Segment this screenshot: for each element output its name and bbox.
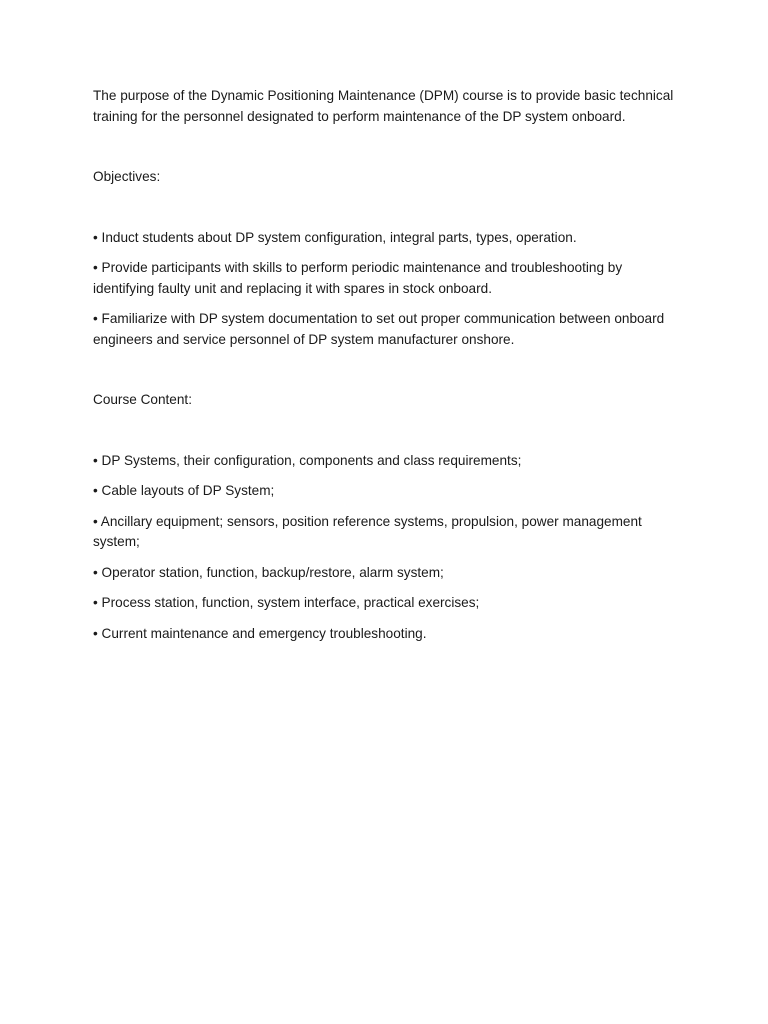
objectives-list: [93, 228, 683, 351]
bullet-icon: •: [93, 564, 98, 580]
course-content-list: [93, 451, 683, 645]
objective-item: [93, 258, 683, 299]
content-text: Operator station, function, backup/restore, alarm system;: [101, 564, 444, 580]
objective-text: Induct students about DP system configuration, integral parts, types, operation.: [101, 229, 577, 245]
content-item: [93, 593, 683, 614]
objective-text: Familiarize with DP system documentation to set out proper communication between onboard engineers and service personnel of DP system manufacturer onshore.: [93, 311, 665, 347]
bullet-icon: •: [93, 483, 98, 498]
content-item: [93, 624, 683, 645]
content-item: [93, 563, 683, 584]
bullet-icon: •: [93, 452, 98, 468]
content-text: Ancillary equipment; sensors, position reference systems, propulsion, power management system;: [93, 513, 642, 549]
content-text: Current maintenance and emergency troubleshooting.: [101, 625, 427, 641]
bullet-icon: •: [93, 625, 98, 641]
objectives-heading: Objectives:: [93, 169, 161, 184]
content-item: [93, 451, 683, 472]
bullet-icon: •: [93, 260, 98, 275]
content-text: Cable layouts of DP System;: [101, 483, 275, 498]
content-text: DP Systems, their configuration, components and class requirements;: [101, 452, 522, 468]
objective-text: Provide participants with skills to perform periodic maintenance and troubleshooting by identifying faulty unit and replacing it with spares in stock onboard.: [93, 260, 623, 296]
objective-item: [93, 309, 683, 350]
bullet-icon: •: [93, 311, 98, 326]
content-item: [93, 512, 683, 553]
objective-item: [93, 228, 683, 249]
document-page: [93, 86, 683, 654]
course-content-heading: Course Content:: [93, 392, 192, 407]
bullet-icon: •: [93, 513, 98, 529]
bullet-icon: •: [93, 229, 98, 245]
content-text: Process station, function, system interface, practical exercises;: [101, 595, 480, 610]
intro-paragraph: The purpose of the Dynamic Positioning Maintenance (DPM) course is to provide basic technical training for the personnel designated to perform maintenance of the DP system onboard.: [93, 88, 674, 124]
content-item: [93, 481, 683, 502]
bullet-icon: •: [93, 595, 98, 610]
